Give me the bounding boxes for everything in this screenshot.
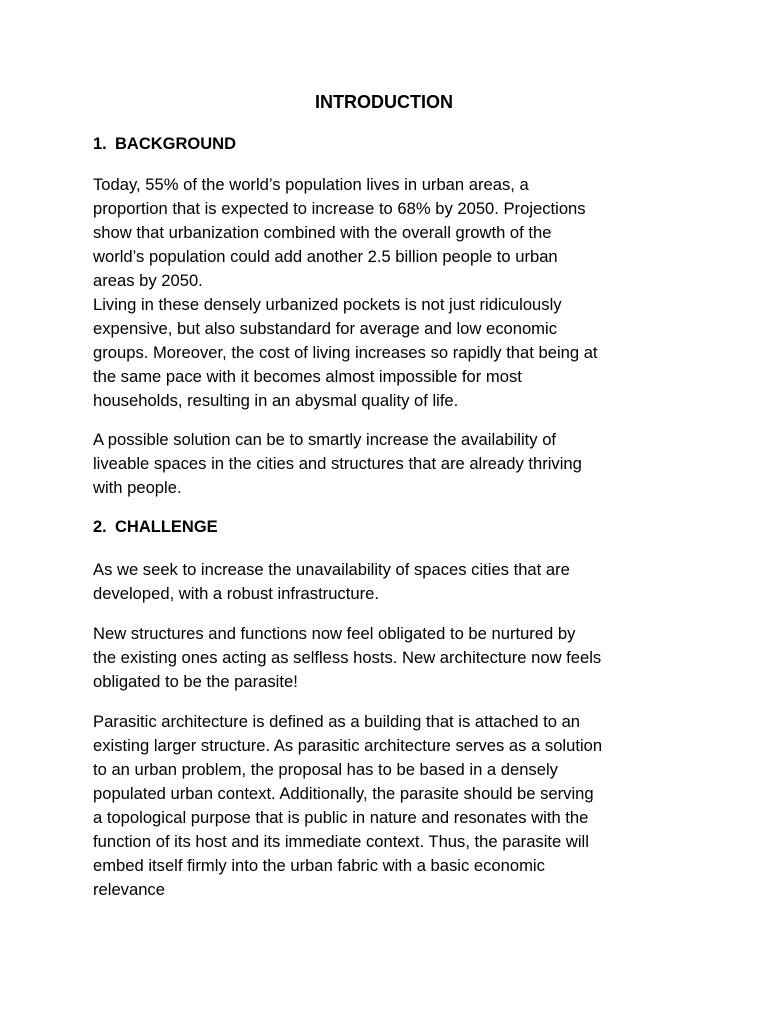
- section-title: BACKGROUND: [115, 135, 236, 153]
- text-line: embed itself firmly into the urban fabric with a basic economic: [93, 856, 545, 875]
- text-line: show that urbanization combined with the overall growth of the: [93, 223, 552, 242]
- section-title: CHALLENGE: [115, 518, 218, 536]
- section-heading-background: [93, 133, 236, 155]
- page-title: INTRODUCTION: [315, 92, 453, 112]
- paragraph-challenge-3: [93, 710, 683, 902]
- text-line: Parasitic architecture is defined as a building that is attached to an: [93, 712, 581, 731]
- text-line: groups. Moreover, the cost of living increases so rapidly that being at: [93, 343, 598, 362]
- text-line: existing larger structure. As parasitic architecture serves as a solution: [93, 736, 603, 755]
- text-line: function of its host and its immediate context. Thus, the parasite will: [93, 832, 589, 851]
- text-line: proportion that is expected to increase to 68% by 2050. Projections: [93, 199, 586, 218]
- text-line: developed, with a robust infrastructure.: [93, 584, 379, 603]
- paragraph-challenge-1: [93, 558, 683, 606]
- text-line: areas by 2050.: [93, 271, 203, 290]
- paragraph-background-2: [93, 428, 683, 500]
- text-line: with people.: [93, 478, 182, 497]
- text-line: the same pace with it becomes almost impossible for most: [93, 367, 522, 386]
- text-line: relevance: [93, 880, 165, 899]
- text-line: world’s population could add another 2.5 billion people to urban: [93, 247, 558, 266]
- text-line: As we seek to increase the unavailability of spaces cities that are: [93, 560, 570, 579]
- text-line: New structures and functions now feel obligated to be nurtured by: [93, 624, 576, 643]
- text-line: a topological purpose that is public in nature and resonates with the: [93, 808, 589, 827]
- text-line: obligated to be the parasite!: [93, 672, 298, 691]
- text-line: liveable spaces in the cities and structures that are already thriving: [93, 454, 582, 473]
- text-line: the existing ones acting as selfless hosts. New architecture now feels: [93, 648, 602, 667]
- text-line: households, resulting in an abysmal quality of life.: [93, 391, 459, 410]
- paragraph-background-1: [93, 173, 683, 413]
- text-line: Today, 55% of the world’s population lives in urban areas, a: [93, 175, 529, 194]
- section-number: 2.: [93, 518, 107, 536]
- section-heading-challenge: [93, 516, 218, 538]
- text-line: Living in these densely urbanized pockets is not just ridiculously: [93, 295, 562, 314]
- section-number: 1.: [93, 135, 107, 153]
- text-line: to an urban problem, the proposal has to be based in a densely: [93, 760, 558, 779]
- text-line: expensive, but also substandard for average and low economic: [93, 319, 557, 338]
- text-line: populated urban context. Additionally, the parasite should be serving: [93, 784, 594, 803]
- text-line: A possible solution can be to smartly increase the availability of: [93, 430, 557, 449]
- paragraph-challenge-2: [93, 622, 683, 694]
